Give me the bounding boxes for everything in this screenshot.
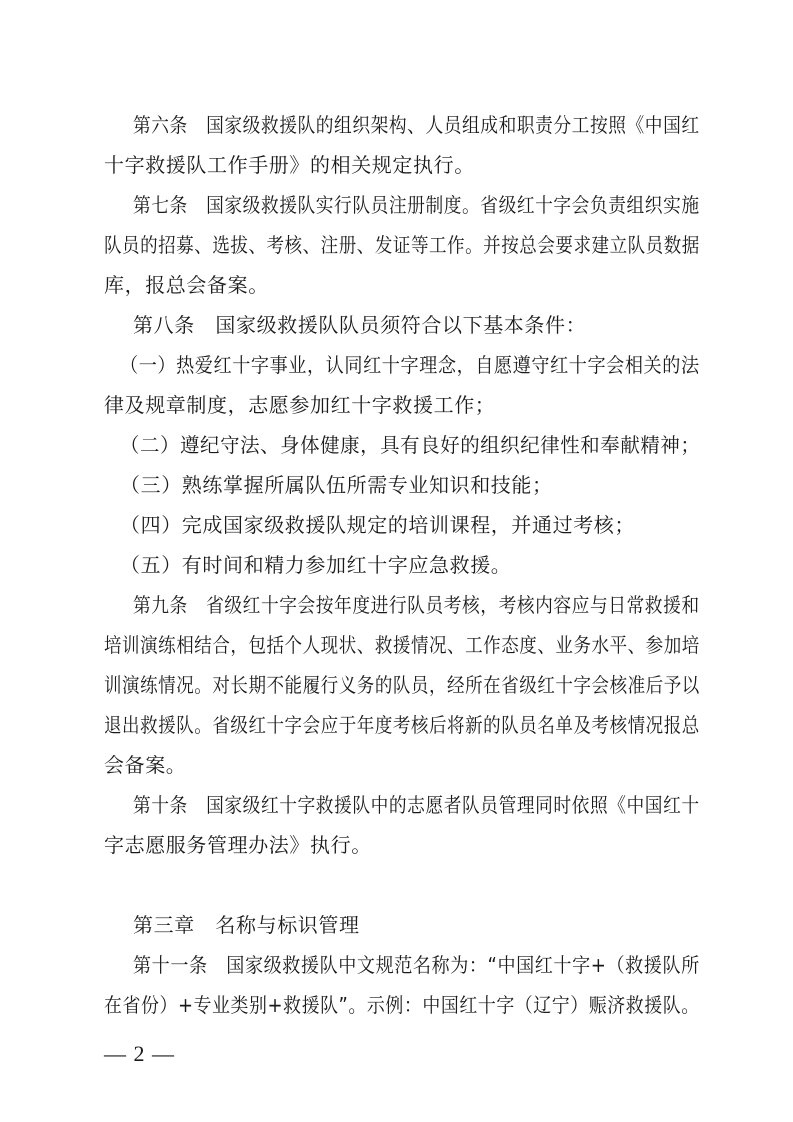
- article-10-line-1: 第十条 国家级红十字救援队中的志愿者队员管理同时依照《中国红十: [133, 793, 700, 817]
- chapter-3-heading: 第三章 名称与标识管理: [133, 913, 360, 937]
- article-7-line-3: 库，报总会备案。: [104, 273, 269, 297]
- article-6-line-2: 十字救援队工作手册》的相关规定执行。: [104, 153, 475, 177]
- page-number: — 2 —: [104, 1041, 175, 1066]
- article-8-heading: 第八条 国家级救援队队员须符合以下基本条件：: [133, 313, 587, 337]
- article-8-item-1-line-1: （一）热爱红十字事业，认同红十字理念，自愿遵守红十字会相关的法: [120, 353, 700, 377]
- article-11-line-2: 在省份）+专业类别+救援队”。示例：中国红十字（辽宁）赈济救援队。: [104, 993, 700, 1017]
- article-6-line-1: 第六条 国家级救援队的组织架构、人员组成和职责分工按照《中国红: [133, 113, 700, 137]
- article-8-item-5: （五）有时间和精力参加红十字应急救援。: [120, 553, 512, 577]
- article-7-line-1: 第七条 国家级救援队实行队员注册制度。省级红十字会负责组织实施: [133, 193, 700, 217]
- article-9-line-5: 会备案。: [104, 753, 187, 777]
- article-8-item-4: （四）完成国家级救援队规定的培训课程，并通过考核；: [120, 513, 635, 537]
- article-10-line-2: 字志愿服务管理办法》执行。: [104, 833, 372, 857]
- article-9-line-2: 培训演练相结合，包括个人现状、救援情况、工作态度、业务水平、参加培: [104, 633, 700, 657]
- article-11-line-1: 第十一条 国家级救援队中文规范名称为：“中国红十字+（救援队所: [133, 953, 700, 977]
- article-9-line-4: 退出救援队。省级红十字会应于年度考核后将新的队员名单及考核情况报总: [104, 713, 700, 737]
- article-9-line-3: 训演练情况。对长期不能履行义务的队员，经所在省级红十字会核准后予以: [104, 673, 700, 697]
- article-8-item-3: （三）熟练掌握所属队伍所需专业知识和技能；: [120, 473, 553, 497]
- article-8-item-1-line-2: 律及规章制度，志愿参加红十字救援工作；: [104, 393, 496, 417]
- article-7-line-2: 队员的招募、选拔、考核、注册、发证等工作。并按总会要求建立队员数据: [104, 233, 700, 257]
- article-8-item-2: （二）遵纪守法、身体健康，具有良好的组织纪律性和奉献精神；: [120, 433, 701, 457]
- article-9-line-1: 第九条 省级红十字会按年度进行队员考核，考核内容应与日常救援和: [133, 593, 700, 617]
